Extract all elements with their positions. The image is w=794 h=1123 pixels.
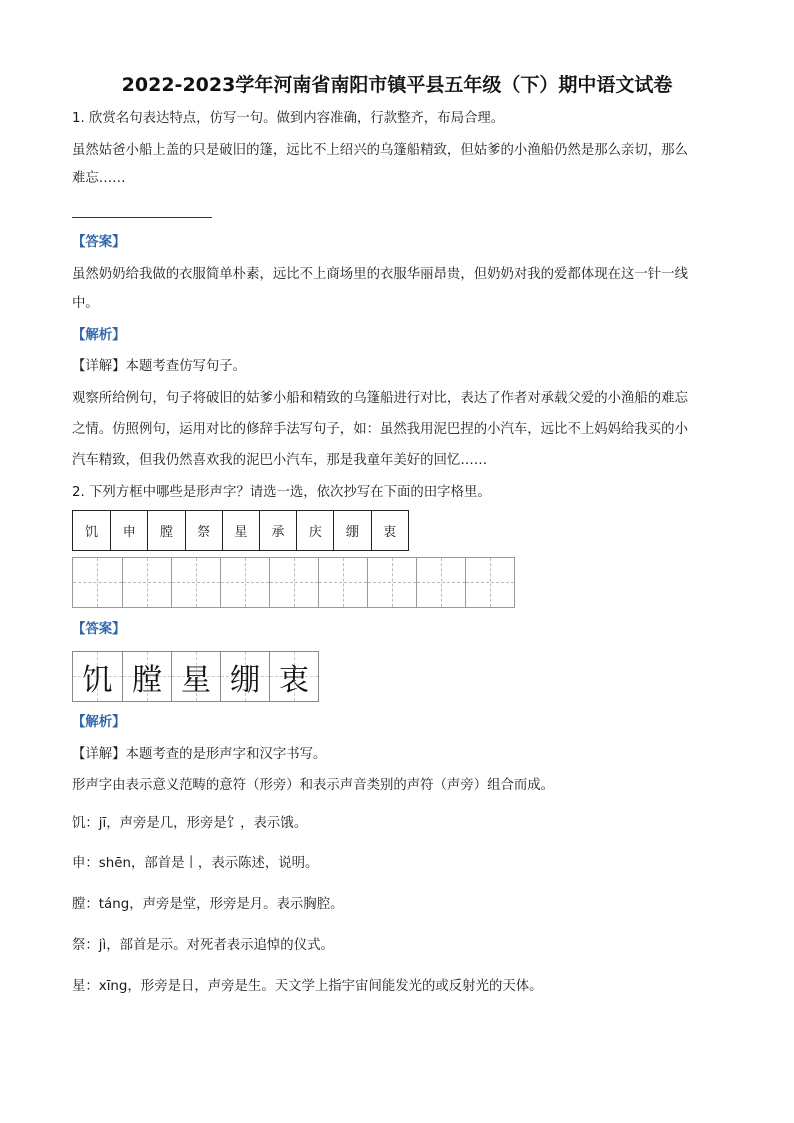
q2-detail-line-1: 【详解】本题考查的是形声字和汉字书写。 [72,747,327,762]
q2-detail-line-2: 形声字由表示意义范畴的意符（形旁）和表示声音类别的声符（声旁）组合而成。 [72,778,555,793]
char-box: 膛 [147,511,184,550]
tian-cell[interactable] [318,558,367,607]
q2-note-xing: 星：xīng，形旁是日，声旁是生。天文学上指宇宙间能发光的或反射光的天体。 [72,979,543,994]
q2-note-shen: 申：shēn，部首是丨，表示陈述，说明。 [72,856,319,871]
tian-zi-ge-grid [72,557,515,608]
q1-prompt: 1. 欣赏名句表达特点，仿写一句。做到内容准确，行款整齐，布局合理。 [72,111,505,126]
q1-detail-line-1: 【详解】本题考查仿写句子。 [72,359,247,374]
tian-cell[interactable] [465,558,514,607]
tian-cell[interactable] [73,558,122,607]
q1-answer-blank [72,217,212,218]
q2-prompt: 2. 下列方框中哪些是形声字？请选一选，依次抄写在下面的田字格里。 [72,485,491,500]
q1-detail-line-4: 汽车精致，但我仍然喜欢我的泥巴小汽车，那是我童年美好的回忆…… [72,453,488,468]
q2-char-box-row [72,510,409,551]
q1-detail-line-2: 观察所给例句，句子将破旧的姑爹小船和精致的乌篷船进行对比，表达了作者对承载父爱的小渔船的难忘 [72,391,688,406]
char-box: 承 [259,511,296,550]
answer-char-cell: 衷 [269,652,318,701]
answer-char-cell: 星 [171,652,220,701]
q1-example-line-1: 虽然姑爸小船上盖的只是破旧的篷，远比不上绍兴的乌篷船精致，但姑爹的小渔船仍然是那么亲切，那么 [72,143,688,158]
q2-note-ji-sacrifice: 祭：jì，部首是示。对死者表示追悼的仪式。 [72,938,334,953]
char-box: 申 [110,511,147,550]
q2-answer-label: 【答案】 [72,622,126,637]
q2-analysis-label: 【解析】 [72,715,126,730]
answer-char-cell: 膛 [122,652,171,701]
q2-note-tang: 膛：táng，声旁是堂，形旁是月。表示胸腔。 [72,897,344,912]
answer-char-cell: 饥 [73,652,122,701]
q1-example-line-2: 难忘…… [72,171,126,186]
tian-cell[interactable] [269,558,318,607]
tian-cell[interactable] [367,558,416,607]
char-box: 星 [222,511,259,550]
q1-answer-line-2: 中。 [72,296,99,311]
tian-cell[interactable] [416,558,465,607]
q2-answer-grid [72,651,319,702]
char-box: 庆 [296,511,333,550]
tian-cell[interactable] [122,558,171,607]
q2-note-ji: 饥：jī，声旁是几，形旁是饣，表示饿。 [72,816,308,831]
q1-answer-line-1: 虽然奶奶给我做的衣服简单朴素，远比不上商场里的衣服华丽昂贵，但奶奶对我的爱都体现在这一针一线 [72,267,688,282]
q1-analysis-label: 【解析】 [72,328,126,343]
answer-char-cell: 绷 [220,652,269,701]
q1-detail-line-3: 之情。仿照例句，运用对比的修辞手法写句子，如：虽然我用泥巴捏的小汽车，远比不上妈妈给我买的小 [72,422,688,437]
page-title: 2022-2023学年河南省南阳市镇平县五年级（下）期中语文试卷 [121,74,673,96]
char-box: 祭 [185,511,222,550]
char-box: 饥 [85,525,99,540]
tian-cell[interactable] [220,558,269,607]
tian-cell[interactable] [171,558,220,607]
char-box: 绷 [333,511,370,550]
char-box: 衷 [371,511,408,550]
q1-answer-label: 【答案】 [72,235,126,250]
